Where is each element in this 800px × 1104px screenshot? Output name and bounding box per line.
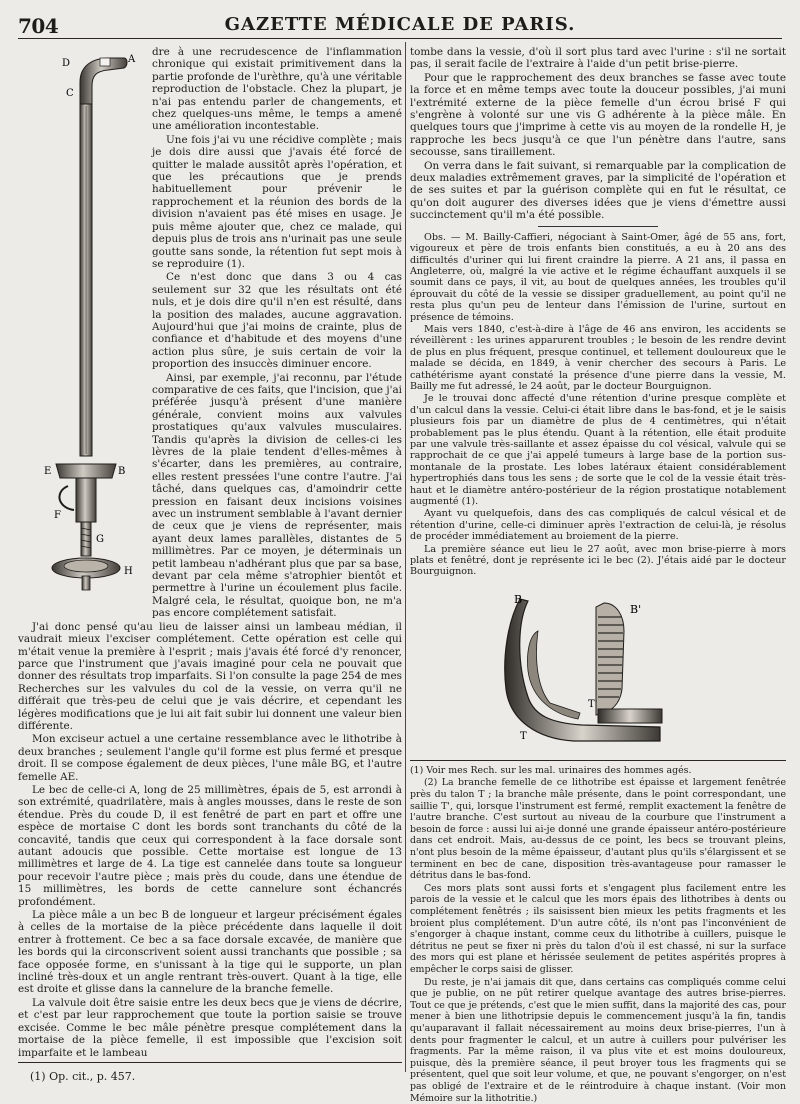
section-separator	[538, 226, 658, 227]
figure-label-b: B	[118, 466, 126, 477]
paragraph: La valvule doit être saisie entre les deux becs que je viens de décrire, et c'est par leur rapprochement que toute la portion saisie se trouve excisée. Comme le bec mâle pénètre presque complétement dans la mortaise de la pièce femelle, il est impossible que l'excision soit imparfaite et le lambeau	[18, 996, 402, 1059]
footnote: Du reste, je n'ai jamais dit que, dans certains cas compliqués comme celui que je publie, on ne pût retirer quelque avantage des autres brise-pierres. Tout ce que je prétends, c'est que le mien suffit, dans la majorité des cas, pour mener à bien une lithotripsie depuis le commencement jusqu'à la fin, tandis qu'auparavant il fallait nécessairement au moins deux brise-pierres, l'un à dents pour fragmenter le calcul, et un autre à cuillers pour pulvériser les fragments. Par la même raison, il va plus vite et est moins douloureux, puisque, dès la première séance, il peut broyer tous les fragments qui se présentent, quel que soit leur volume, et que, ne pouvant s'engorger, on n'est pas obligé de l'extraire et de le réintroduire à chaque instant. (Voir mon Mémoire sur la lithotritie.)	[410, 976, 786, 1104]
paragraph: Ainsi, par exemple, j'ai reconnu, par l'étude comparative de ces faits, que l'incision, que j'ai préférée jusqu'à présent d'une manière générale, convient moins aux valvules prostatiques qu'aux valvules musculaires. Tandis qu'après la division de celles-ci les lèvres de la plaie tendent d'elles-mêmes à s'écarter, dans les premières, au contraire, elles restent pressées l'une contre l'autre. J'ai tâché, dans quelques cas, d'amoindrir cette pression en faisant deux incisions voisines avec un instrument semblable à l'avant dernier de ceux que je viens de représenter, mais ayant deux lames parallèles, distantes de 5 millimètres. Par ce moyen, je déterminais un petit lambeau n'adhérant plus que par sa base, devant par cela même s'atrophier bientôt et permettre à l'urine un écoulement plus facile. Malgré cela, le résultat, quoique bon, ne m'a pas encore complétement satisfait.	[152, 371, 402, 620]
footnote: (2) La branche femelle de ce lithotribe est épaisse et largement fenêtrée près du talon T ; la branche mâle présente, dans le point correspondant, une saillie T', qui, lorsque l'instrument est fermé, remplit exactement la fenêtre de l'autre branche. C'est surtout au niveau de la courbure que l'instrument a besoin de force : aussi lui ai-je donné une grande épaisseur antéro-postérieure dans cet endroit. Mais, au-dessus de ce point, les becs se trouvant pleins, n'ont plus besoin de la même épaisseur, d'autant plus qu'ils s'élargissent et se terminent en bec de cane, disposition très-avantageuse pour ramasser le détritus dans le bas-fond.	[410, 777, 786, 882]
footnote: (1) Voir mes Rech. sur les mal. urinaires des hommes agés.	[410, 764, 692, 776]
exciseur-instrument-illustration	[18, 46, 146, 606]
footnote-left: (1) Op. cit., p. 457.	[30, 1070, 136, 1083]
figure-exciseur	[18, 46, 146, 606]
figure-label-h: H	[124, 566, 133, 577]
paragraph: On verra dans le fait suivant, si remarquable par la complication de deux maladies extrêmement graves, par la simplicité de l'opération et de ses suites et par la guérison complète qui en fut le résultat, ce qu'on doit augurer des diverses idées que je viens d'émettre aussi succinctement qu'il m'a été possible.	[410, 159, 786, 222]
paragraph: Une fois j'ai vu une récidive complète ; mais je dois dire aussi que j'avais été forcé de quitter le malade aussitôt après l'opération, et que les précautions que je prends habituellement pour prévenir le rapprochement et la réunion des bords de la division n'avaient pas été mises en usage. Je puis même ajouter que, chez ce malade, qui depuis plus de trois ans n'urinait pas une seule goutte sans sonde, la rétention fut sept mois à se reproduire (1).	[152, 133, 402, 270]
paragraph: Le bec de celle-ci A, long de 25 millimètres, épais de 5, est arrondi à son extrémité, quadrilatère, mais à angles mousses, dans le reste de son étendue. Près du coude D, il est fenêtré de part en part et offre une espèce de mortaise C dont les bords sont tranchants du côté de la concavité, tandis que ceux qui correspondent à la face dorsale sont autant adoucis que possible. Cette mortaise est longue de 13 millimètres et large de 4. La tige est cannelée dans toute sa longueur pour recevoir l'autre pièce ; mais près du coude, dans une étendue de 15 millimètres, les bords de cette cannelure sont échancrés profondément.	[18, 783, 402, 908]
figure-label-e: E	[44, 466, 52, 477]
observation-paragraph: Ayant vu quelquefois, dans des cas compliqués de calcul vésical et de rétention d'urine, celle-ci diminuer après l'extraction de celui-là, je résolus de procéder immédiatement au broiement de la pierre.	[410, 508, 786, 543]
page-header	[18, 12, 782, 39]
paragraph: Ce n'est donc que dans 3 ou 4 cas seulement sur 32 que les résultats ont été nuls, et je dois dire qu'il n'en est résulté, dans la position des malades, aucune aggravation. Aujourd'hui que j'ai moins de crainte, plus de confiance et d'habitude et des moyens d'une action plus sûre, je suis certain de voir la proportion des insuccès diminuer encore.	[152, 271, 402, 371]
paragraph: tombe dans la vessie, d'où il sort plus tard avec l'urine : s'il ne sortait pas, il serait facile de l'extraire à l'aide d'un petit brise-pierre.	[410, 46, 786, 71]
paragraph: J'ai donc pensé qu'au lieu de laisser ainsi un lambeau médian, il vaudrait mieux l'exciser complétement. Cette opération est celle qui m'était venue la première à l'esprit ; mais j'avais été forcé d'y renoncer, parce que l'instrument que j'avais imaginé pour cela ne pouvait que donner des résultats trop imparfaits. Si l'on consulte la page 254 de mes Recherches sur les valvules du col de la vessie, on verra qu'il ne différait que très-peu de celui que je vais décrire, et cependant les légères modifications que je lui ait fait subir lui donnent une valeur bien différente.	[18, 620, 402, 732]
paragraph: Mon exciseur actuel a une certaine ressemblance avec le lithotribe à deux branches ; seulement l'angle qu'il forme est plus fermé et presque droit. Il se compose également de deux pièces, l'une mâle BG, et l'autre femelle AE.	[18, 733, 402, 783]
left-column	[18, 46, 402, 1061]
observation-paragraph: Je le trouvai donc affecté d'une rétention d'urine presque complète et d'un calcul dans la vessie. Celui-ci était libre dans le bas-fond, et je le saisis plusieurs fois par un diamètre de plus de 4 centimètres, qui n'était probablement pas le plus étendu. Quant à la rétention, elle était produite par une valvule très-saillante et assez épaisse du col vésical, valvule qui se rapprochait de ce que j'ai appelé tumeurs à large base de la portion sus-montanale de la prostate. Les lobes latéraux étaient considérablement hypertrophiés dans tous les sens ; de sorte que le col de la vessie était très-haut et le diamètre antéro-postérieur de la région prostatique notablement augmenté (1).	[410, 393, 786, 508]
column-divider	[405, 42, 406, 1072]
figure-label-b-prime: B'	[630, 602, 642, 616]
figure-label-a: A	[128, 54, 136, 65]
figure-label-t: T	[520, 730, 527, 742]
figure-label-d: D	[62, 58, 71, 69]
observation-paragraph: La première séance eut lieu le 27 août, avec mon brise-pierre à mors plats et fenêtré, dont je représente ici le bec (2). J'étais aidé par le docteur Bourguignon.	[410, 543, 786, 578]
lithotribe-beak-illustration	[410, 581, 786, 756]
paragraph: dre à une recrudescence de l'inflammation chronique qui existait primitivement dans la partie profonde de l'urèthre, qu'à une véritable reproduction de l'obstacle. Chez la plupart, je n'ai pas entendu parler de changements, et chez quelques-uns même, le temps a amené une amélioration incontestable.	[152, 46, 402, 133]
footnote-rule	[410, 760, 786, 761]
paragraph: La pièce mâle a un bec B de longueur et largeur précisément égales à celles de la mortaise de la pièce précédente dans laquelle il doit entrer à frottement. Ce bec a sa face dorsale excavée, de manière que les bords qui la circonscrivent soient aussi tranchants que possible ; sa face opposée forme, en s'unissant à la tige qui le supporte, un plan incliné très-doux et un angle rentrant très-ouvert. Quant à la tige, elle est droite et glisse dans la cannelure de la branche femelle.	[18, 909, 402, 996]
paragraph: Pour que le rapprochement des deux branches se fasse avec toute la force et en même temps avec toute la douceur possibles, j'ai muni l'extrémité externe de la pièce femelle d'un écrou brisé F qui s'engrène à volonté sur une vis G adhérente à la pièce mâle. En quelques tours que j'imprime à cette vis au moyen de la rondelle H, je rapproche les becs jusqu'à ce que l'un pénètre dans l'autre, sans secousse, sans tiraillement.	[410, 71, 786, 159]
page-number: 704	[18, 14, 59, 38]
figure-label-b: B	[514, 592, 523, 606]
figure-label-f: F	[54, 510, 61, 521]
figure-label-c: C	[66, 88, 74, 99]
footnote: Ces mors plats sont aussi forts et s'engagent plus facilement entre les parois de la vessie et le calcul que les mors épais des lithotribes à dents ou complétement fenêtrés ; ils saisissent bien mieux les petits fragments et les broient plus complétement. D'un autre côté, ils n'ont pas l'inconvénient de s'engorger à chaque instant, comme ceux du lithotribe à cuillers, puisque le détritus ne peut se fixer ni près du talon d'où il est chassé, ni sur la surface des mors qui est plane et hérissée seulement de petites aspérités propres à empêcher le corps saisi de glisser.	[410, 882, 786, 975]
figure-label-t-prime: T'	[588, 698, 598, 710]
journal-title: GAZETTE MÉDICALE DE PARIS.	[224, 14, 576, 35]
observation-paragraph: Mais vers 1840, c'est-à-dire à l'âge de 46 ans environ, les accidents se réveillèrent : les urines apparurent troubles ; le besoin de les rendre devint de plus en plus fréquent, presque continuel, et tellement douloureux que le malade se décida, en 1849, à venir chercher des secours à Paris. Le cathétérisme ayant constaté la présence d'une pierre dans la vessie, M. Bailly me fut adressé, le 24 août, par le docteur Bourguignon.	[410, 323, 786, 392]
observation-paragraph: Obs. — M. Bailly-Caffieri, négociant à Saint-Omer, âgé de 55 ans, fort, vigoureux et père de trois enfants bien constitués, a eu à 20 ans des difficultés d'uriner qui lui firent craindre la pierre. A 21 ans, il passa en Angleterre, où, malgré la vie active et le régime échauffant auxquels il se soumit dans ce pays, il vit, au bout de quelques années, les troubles qu'il éprouvait du côté de la vessie se dissiper graduellement, au point qu'il ne resta plus qu'un peu de lenteur dans l'émission de l'urine, surtout en présence de témoins.	[410, 231, 786, 323]
footnote-rule	[18, 1062, 402, 1063]
right-column	[410, 46, 786, 1104]
figure-label-g: G	[96, 534, 104, 545]
